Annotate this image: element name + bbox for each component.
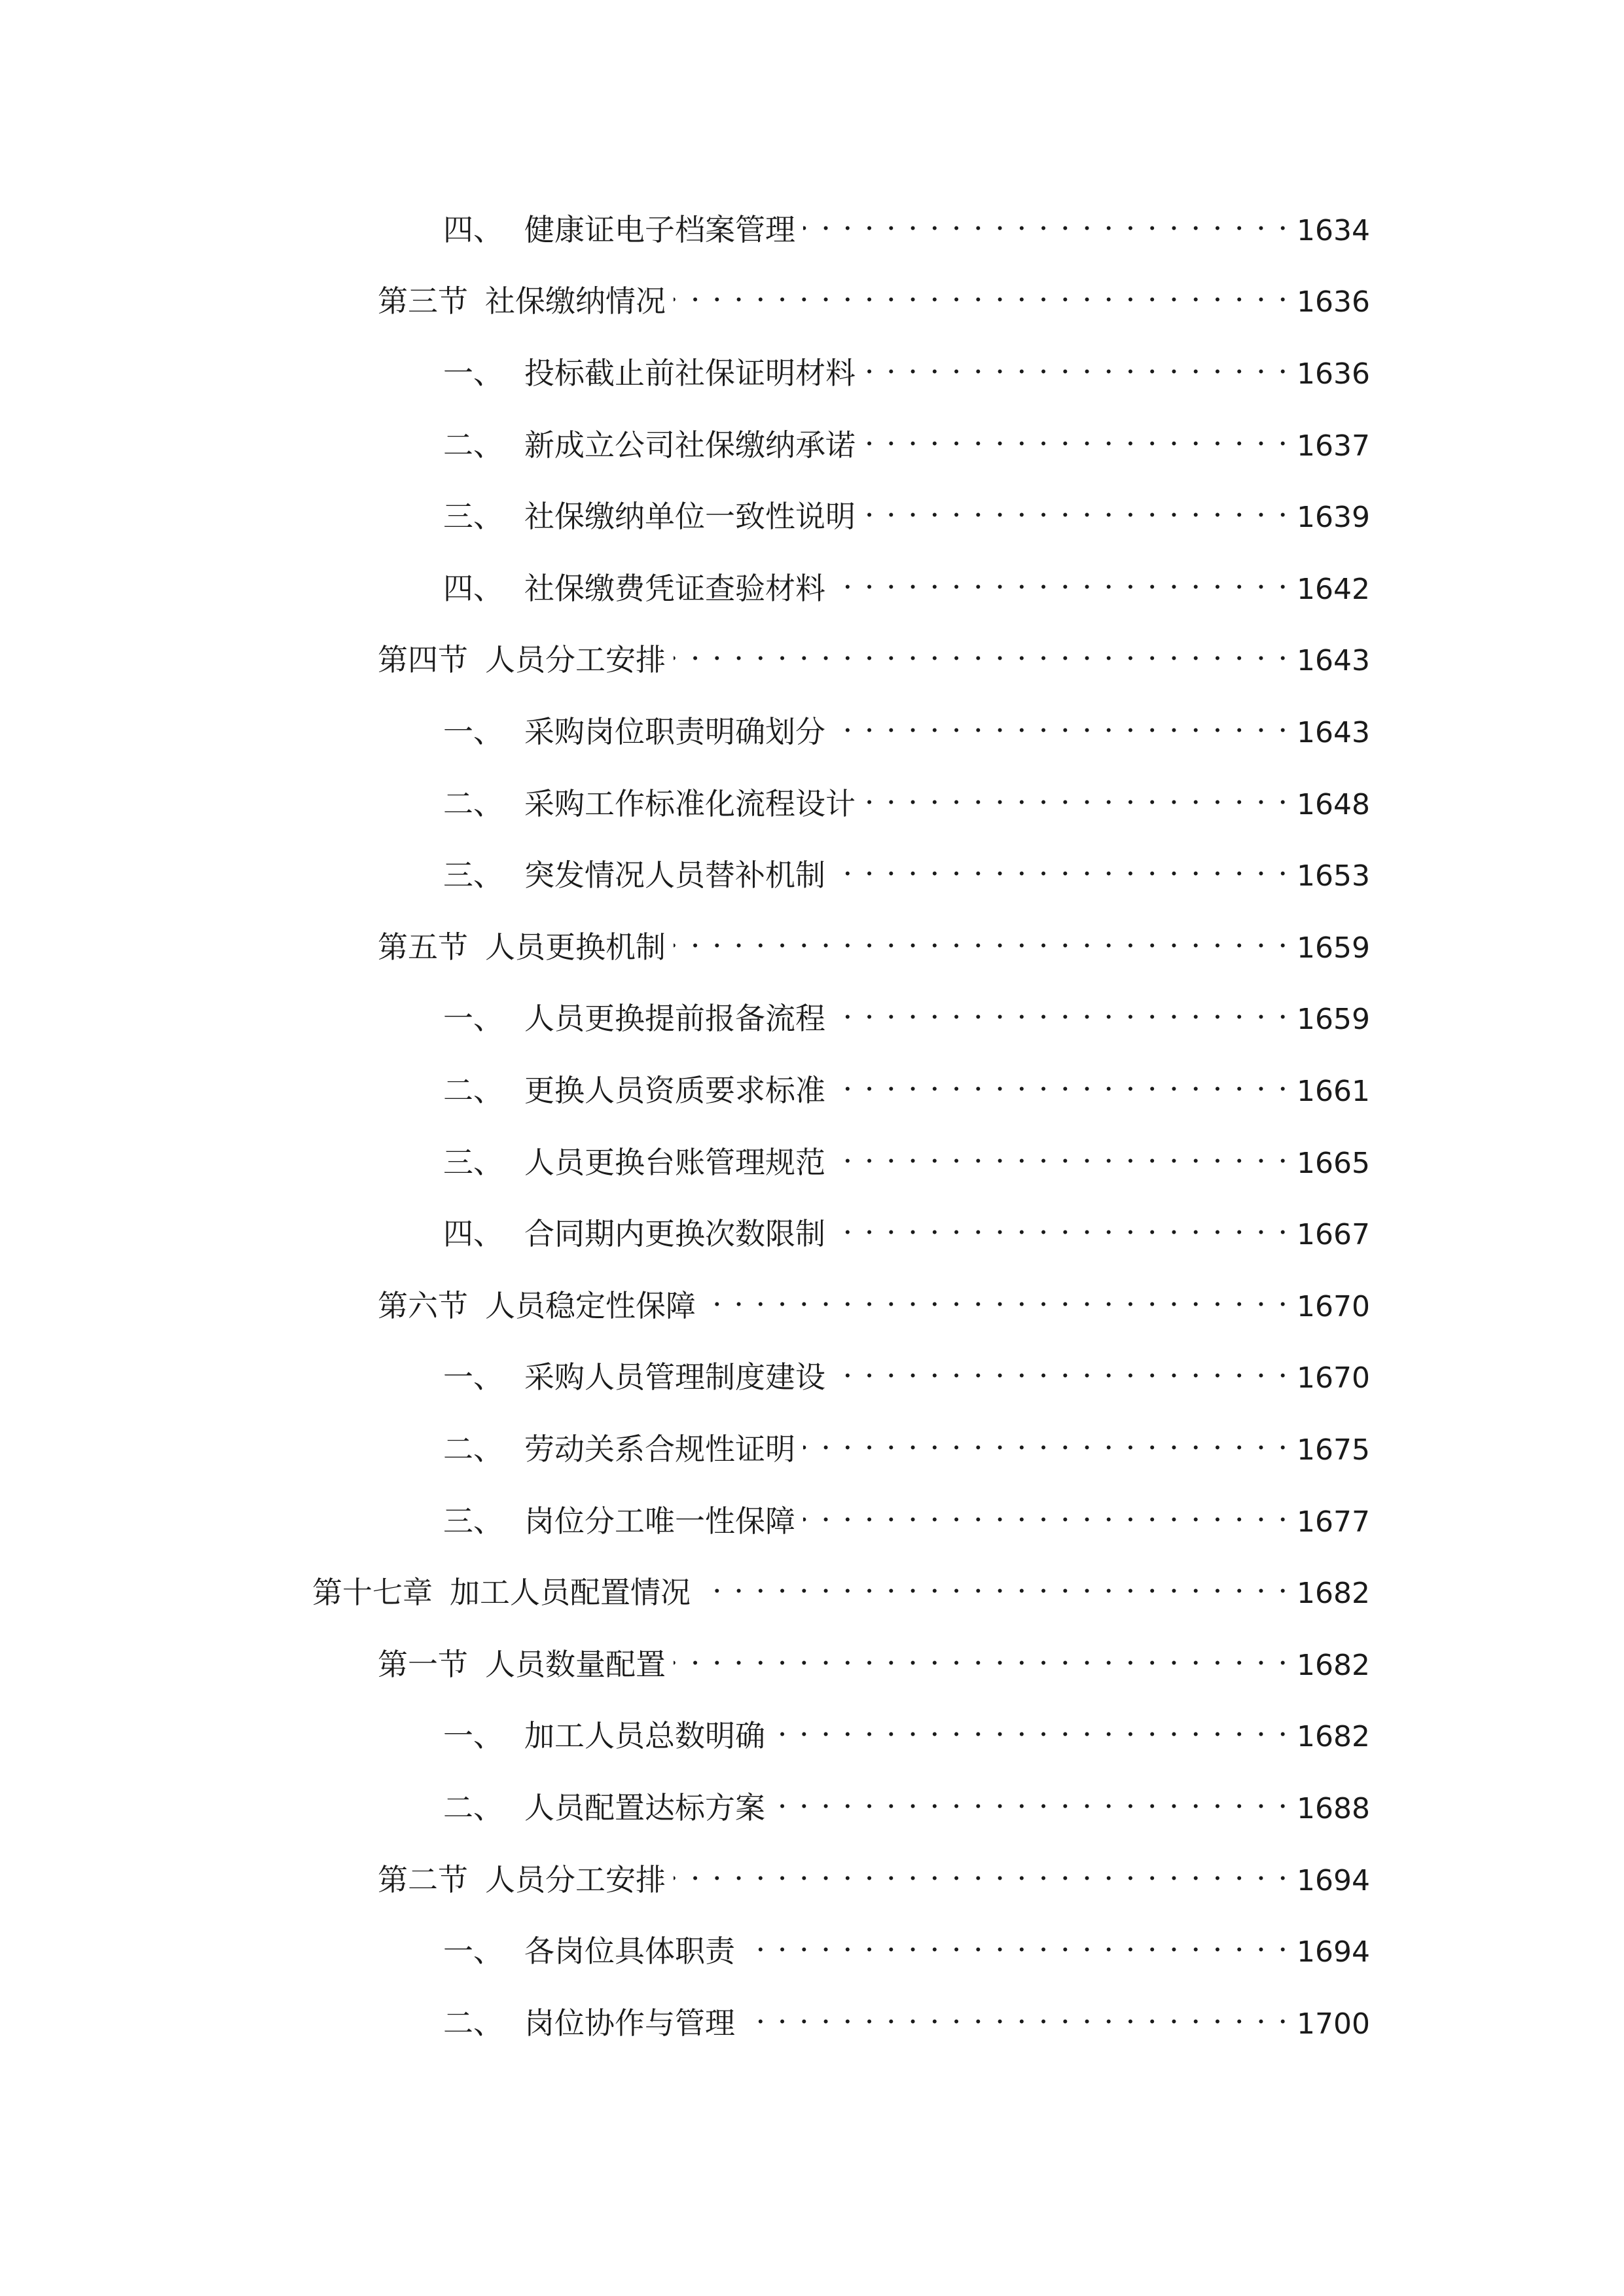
toc-dot-leader xyxy=(674,1848,1288,1890)
toc-entry-page: 1694 xyxy=(1297,1864,1370,1897)
toc-entry-page: 1675 xyxy=(1297,1433,1370,1467)
toc-entry-number: 三、 xyxy=(443,1503,503,1539)
toc-dot-leader xyxy=(803,1490,1288,1532)
toc-entry[interactable] xyxy=(443,987,1370,1036)
toc-entry-number: 第十七章 xyxy=(312,1575,433,1610)
toc-entry-page: 1636 xyxy=(1297,285,1370,319)
toc-entry[interactable] xyxy=(312,1561,1370,1610)
toc-dot-leader xyxy=(833,557,1288,599)
toc-entry-title: 人员稳定性保障 xyxy=(485,1288,696,1323)
toc-entry-page: 1682 xyxy=(1297,1649,1370,1682)
toc-entry[interactable] xyxy=(378,1274,1370,1323)
toc-dot-leader xyxy=(743,1920,1288,1962)
toc-entry-page: 1643 xyxy=(1297,644,1370,677)
toc-entry-title: 各岗位具体职责 xyxy=(524,1933,735,1969)
toc-entry-page: 1653 xyxy=(1297,859,1370,893)
toc-entry[interactable] xyxy=(443,1704,1370,1753)
toc-entry[interactable] xyxy=(443,1776,1370,1825)
toc-entry-title: 人员数量配置 xyxy=(485,1647,666,1682)
toc-entry-title: 采购工作标准化流程设计 xyxy=(524,786,856,821)
toc-entry[interactable] xyxy=(443,1490,1370,1539)
toc-entry[interactable] xyxy=(443,342,1370,391)
toc-dot-leader xyxy=(674,916,1288,958)
toc-entry[interactable] xyxy=(443,1059,1370,1108)
toc-entry-number: 第一节 xyxy=(378,1647,468,1682)
toc-entry-title: 岗位协作与管理 xyxy=(524,2005,735,2041)
toc-entry-number: 第四节 xyxy=(378,642,468,677)
toc-entry-title: 健康证电子档案管理 xyxy=(524,212,795,247)
toc-dot-leader xyxy=(863,485,1288,527)
toc-entry-title: 人员配置达标方案 xyxy=(524,1790,765,1825)
toc-dot-leader xyxy=(743,1992,1288,2034)
toc-dot-leader xyxy=(863,342,1288,384)
toc-entry-page: 1634 xyxy=(1297,214,1370,247)
toc-entry-title: 合同期内更换次数限制 xyxy=(524,1216,825,1251)
toc-entry-number: 四、 xyxy=(443,212,503,247)
toc-dot-leader xyxy=(833,1202,1288,1244)
toc-entry-page: 1665 xyxy=(1297,1147,1370,1180)
toc-entry[interactable] xyxy=(443,1920,1370,1969)
toc-entry[interactable] xyxy=(443,700,1370,749)
toc-entry-page: 1643 xyxy=(1297,716,1370,749)
toc-entry[interactable] xyxy=(378,1633,1370,1682)
toc-entry-page: 1636 xyxy=(1297,357,1370,391)
toc-entry-number: 三、 xyxy=(443,1145,503,1180)
toc-dot-leader xyxy=(833,987,1288,1029)
toc-entry[interactable] xyxy=(443,1131,1370,1180)
toc-dot-leader xyxy=(674,1633,1288,1675)
toc-dot-leader xyxy=(704,1274,1288,1316)
toc-dot-leader xyxy=(833,844,1288,886)
toc-entry[interactable] xyxy=(378,1848,1370,1897)
toc-entry-page: 1659 xyxy=(1297,1003,1370,1036)
toc-dot-leader xyxy=(773,1704,1288,1746)
toc-entry-page: 1642 xyxy=(1297,573,1370,606)
toc-entry-title: 突发情况人员替补机制 xyxy=(524,857,825,893)
toc-dot-leader xyxy=(674,270,1288,312)
toc-entry-number: 二、 xyxy=(443,427,503,463)
toc-entry-page: 1670 xyxy=(1297,1361,1370,1395)
toc-entry-page: 1648 xyxy=(1297,788,1370,821)
toc-entry-number: 四、 xyxy=(443,571,503,606)
toc-entry-number: 第三节 xyxy=(378,283,468,319)
toc-entry-title: 社保缴纳单位一致性说明 xyxy=(524,499,856,534)
toc-entry-page: 1667 xyxy=(1297,1218,1370,1251)
toc-dot-leader xyxy=(833,1346,1288,1388)
toc-entry-title: 更换人员资质要求标准 xyxy=(524,1073,825,1108)
toc-entry[interactable] xyxy=(443,198,1370,247)
toc-dot-leader xyxy=(833,1059,1288,1101)
toc-dot-leader xyxy=(698,1561,1288,1603)
toc-dot-leader xyxy=(803,1418,1288,1460)
toc-entry-page: 1682 xyxy=(1297,1577,1370,1610)
toc-entry-title: 投标截止前社保证明材料 xyxy=(524,355,856,391)
toc-entry[interactable] xyxy=(378,628,1370,677)
toc-entry-title: 人员分工安排 xyxy=(485,642,666,677)
toc-entry-number: 一、 xyxy=(443,1933,503,1969)
toc-entry[interactable] xyxy=(443,1992,1370,2041)
toc-entry-number: 二、 xyxy=(443,2005,503,2041)
toc-entry-number: 二、 xyxy=(443,1073,503,1108)
toc-entry[interactable] xyxy=(378,916,1370,965)
toc-entry-page: 1694 xyxy=(1297,1935,1370,1969)
toc-entry-number: 一、 xyxy=(443,1359,503,1395)
toc-entry-page: 1682 xyxy=(1297,1720,1370,1753)
toc-entry-number: 四、 xyxy=(443,1216,503,1251)
toc-entry-number: 二、 xyxy=(443,786,503,821)
toc-entry[interactable] xyxy=(443,772,1370,821)
toc-dot-leader xyxy=(833,700,1288,742)
toc-dot-leader xyxy=(674,628,1288,670)
toc-dot-leader xyxy=(773,1776,1288,1818)
toc-dot-leader xyxy=(863,414,1288,456)
toc-entry-title: 人员更换台账管理规范 xyxy=(524,1145,825,1180)
toc-entry-title: 人员分工安排 xyxy=(485,1862,666,1897)
toc-entry-page: 1659 xyxy=(1297,931,1370,965)
toc-entry-page: 1688 xyxy=(1297,1792,1370,1825)
toc-entry-page: 1639 xyxy=(1297,501,1370,534)
toc-entry[interactable] xyxy=(443,1418,1370,1467)
toc-entry-number: 第二节 xyxy=(378,1862,468,1897)
toc-entry-page: 1700 xyxy=(1297,2007,1370,2041)
toc-entry[interactable] xyxy=(443,844,1370,893)
toc-entry-title: 人员更换机制 xyxy=(485,929,666,965)
toc-dot-leader xyxy=(803,198,1288,240)
toc-entry-number: 一、 xyxy=(443,714,503,749)
toc-entry-title: 岗位分工唯一性保障 xyxy=(524,1503,795,1539)
toc-entry-number: 三、 xyxy=(443,499,503,534)
toc-entry[interactable] xyxy=(378,270,1370,319)
toc-entry-title: 采购人员管理制度建设 xyxy=(524,1359,825,1395)
toc-entry-number: 一、 xyxy=(443,1718,503,1753)
toc-dot-leader xyxy=(833,1131,1288,1173)
toc-entry-title: 新成立公司社保缴纳承诺 xyxy=(524,427,856,463)
toc-entry[interactable] xyxy=(443,414,1370,463)
toc-entry-number: 二、 xyxy=(443,1431,503,1467)
toc-entry-number: 一、 xyxy=(443,355,503,391)
toc-entry-title: 社保缴费凭证查验材料 xyxy=(524,571,825,606)
toc-entry-page: 1637 xyxy=(1297,429,1370,463)
toc-entry[interactable] xyxy=(443,1346,1370,1395)
toc-entry-title: 加工人员总数明确 xyxy=(524,1718,765,1753)
toc-entry-number: 三、 xyxy=(443,857,503,893)
toc-entry-page: 1661 xyxy=(1297,1075,1370,1108)
toc-entry-title: 加工人员配置情况 xyxy=(450,1575,691,1610)
toc-entry[interactable] xyxy=(443,557,1370,606)
toc-entry-page: 1670 xyxy=(1297,1290,1370,1323)
toc-entry-number: 二、 xyxy=(443,1790,503,1825)
toc-entry-title: 劳动关系合规性证明 xyxy=(524,1431,795,1467)
toc-entry-title: 社保缴纳情况 xyxy=(485,283,666,319)
toc-entry-number: 一、 xyxy=(443,1001,503,1036)
toc-entry[interactable] xyxy=(443,485,1370,534)
toc-entry-page: 1677 xyxy=(1297,1505,1370,1539)
toc-dot-leader xyxy=(863,772,1288,814)
toc-entry-number: 第五节 xyxy=(378,929,468,965)
toc-entry-number: 第六节 xyxy=(378,1288,468,1323)
toc-entry-title: 采购岗位职责明确划分 xyxy=(524,714,825,749)
toc-entry[interactable] xyxy=(443,1202,1370,1251)
toc-entry-title: 人员更换提前报备流程 xyxy=(524,1001,825,1036)
